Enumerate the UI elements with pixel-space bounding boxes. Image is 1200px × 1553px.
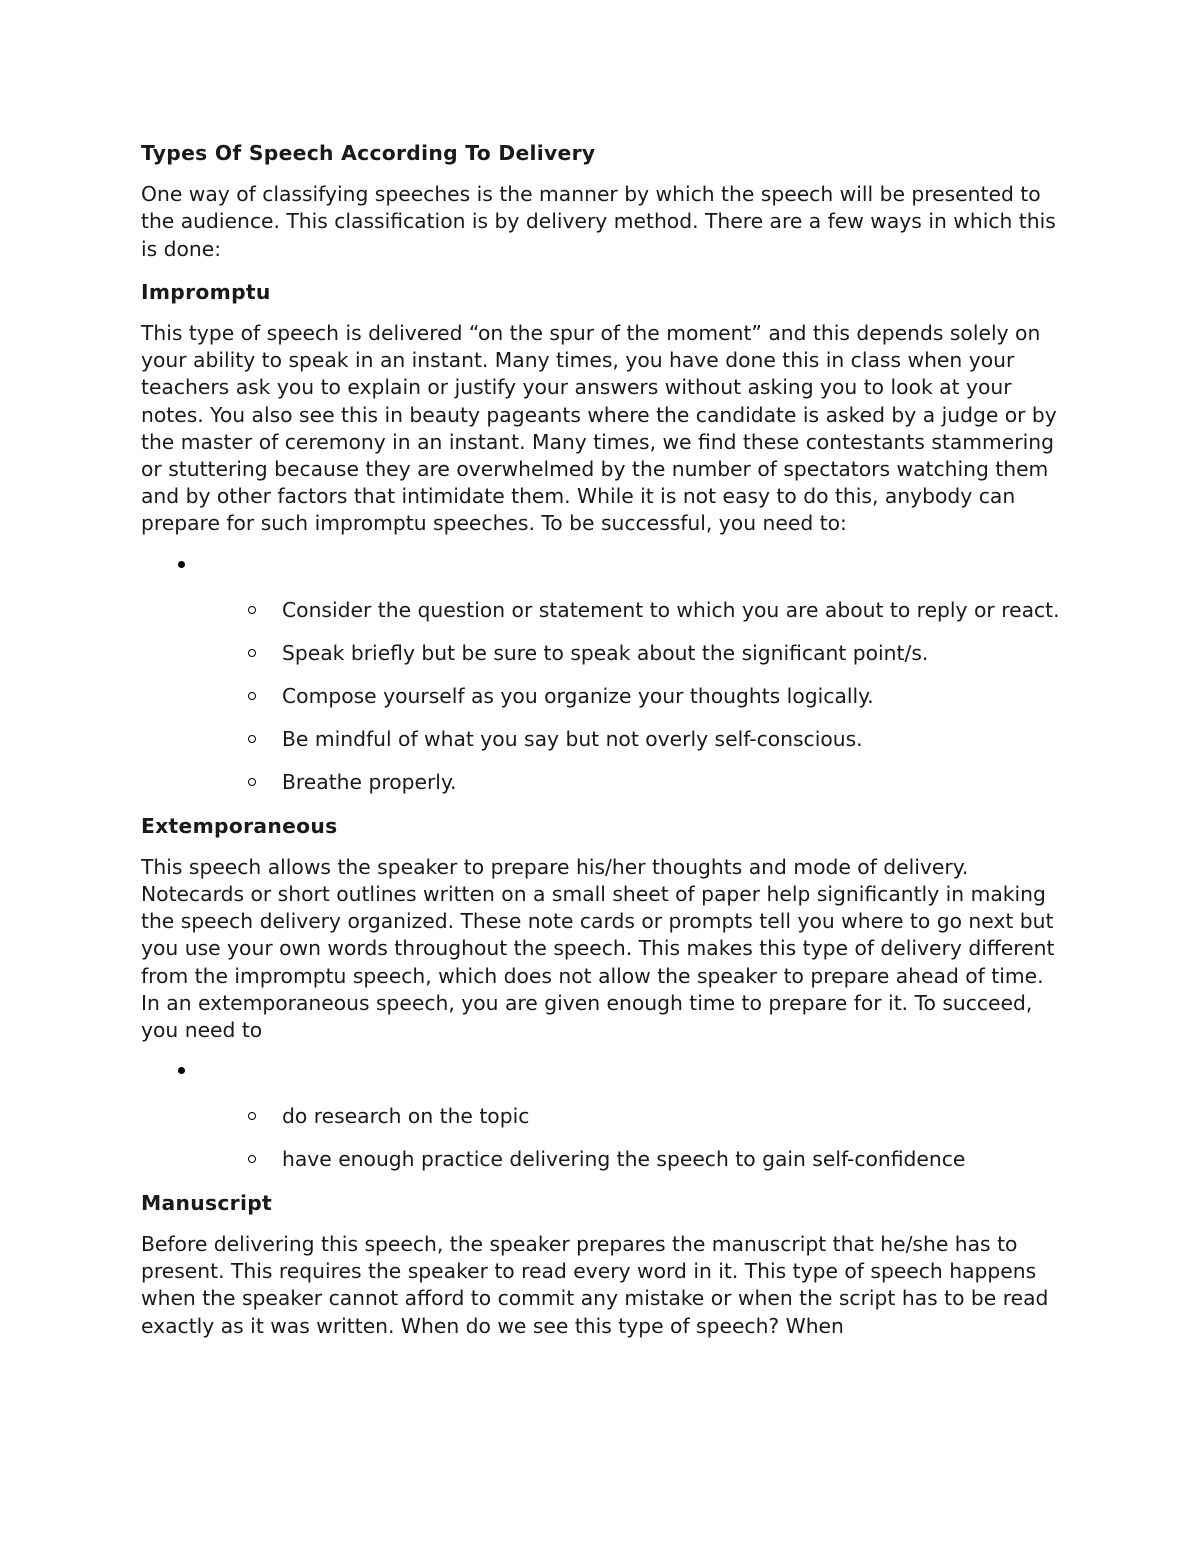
impromptu-list [141,554,1060,584]
list-item [141,1060,1060,1090]
extemporaneous-list [141,1060,1060,1090]
list-item-text: Compose yourself as you organize your thoughts logically. [282,684,874,709]
extemporaneous-sublist [141,1103,1060,1173]
page-title: Types Of Speech According To Delivery [141,141,596,165]
impromptu-sublist [141,597,1060,797]
list-item [141,554,1060,584]
circle-bullet-icon [248,778,256,786]
section-heading-manuscript: Manuscript [141,1190,273,1215]
section-heading-extemporaneous: Extemporaneous [141,813,338,838]
list-item [141,597,1060,624]
circle-bullet-icon [248,735,256,743]
intro-paragraph: One way of classifying speeches is the manner by which the speech will be presented to the audience. This classification is by delivery method. There are a few ways in which this is done: [141,182,1056,261]
circle-bullet-icon [248,1112,256,1120]
section-body-manuscript: Before delivering this speech, the speaker prepares the manuscript that he/she has to present. This requires the speaker to read every word in it. This type of speech happens when the speaker cannot afford to commit any mistake or when the script has to be read exactly as it was written. When do we see this type of speech? When [141,1231,1049,1338]
list-item-text: Speak briefly but be sure to speak about the significant point/s. [282,640,929,665]
list-item [141,640,1060,667]
bullet-icon [178,561,185,568]
list-item-text: Consider the question or statement to which you are about to reply or react. [282,597,1060,622]
list-item-text: have enough practice delivering the speech to gain self-confidence [282,1147,966,1172]
bullet-icon [178,1067,185,1074]
circle-bullet-icon [248,692,256,700]
list-item [141,1103,1060,1130]
list-item-text: Be mindful of what you say but not overly self-conscious. [282,727,863,752]
circle-bullet-icon [248,649,256,657]
section-body-extemporaneous: This speech allows the speaker to prepare his/her thoughts and mode of delivery. Notecards or short outlines written on a small sheet of paper help significantly in making the speech delivery organized. These note cards or prompts tell you where to go next but you use your own words throughout the speech. This makes this type of delivery different from the impromptu speech, which does not allow the speaker to prepare ahead of time. In an extemporaneous speech, you are given enough time to prepare for it. To succeed, you need to [141,854,1055,1043]
list-item-text: do research on the topic [282,1104,530,1129]
list-item [141,1146,1060,1173]
list-item-text: Breathe properly. [282,770,457,795]
circle-bullet-icon [248,606,256,614]
section-heading-impromptu: Impromptu [141,279,271,304]
list-item [141,769,1060,796]
list-item [141,726,1060,753]
list-item [141,683,1060,710]
section-body-impromptu: This type of speech is delivered “on the spur of the moment” and this depends solely on your ability to speak in an instant. Many times, you have done this in class when your teachers ask you to explain or justify your answers without asking you to look at your notes. You also see this in beauty pageants where the candidate is asked by a judge or by the master of ceremony in an instant. Many times, we find these contestants stammering or stuttering because they are overwhelmed by the number of spectators watching them and by other factors that intimidate them. While it is not easy to do this, anybody can prepare for such impromptu speeches. To be successful, you need to: [141,321,1057,536]
circle-bullet-icon [248,1155,256,1163]
